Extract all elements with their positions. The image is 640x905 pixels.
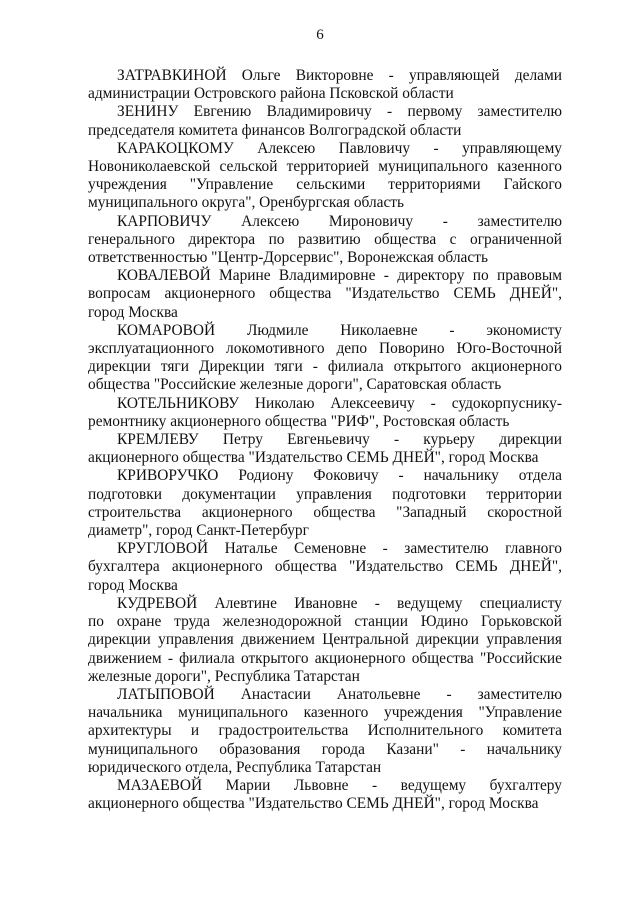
entry-line: по охране труда железнодорожной станции Юдино Горьковской bbox=[88, 613, 562, 631]
entry-line: КРИВОРУЧКО Родиону Фоковичу - начальнику отдела bbox=[117, 467, 562, 485]
entry-line: подготовки документации управления подготовки территории bbox=[88, 485, 562, 503]
entry-line: диаметр", город Санкт-Петербург bbox=[88, 522, 309, 540]
award-entry bbox=[88, 540, 562, 595]
award-entry bbox=[88, 777, 562, 813]
entry-line: МАЗАЕВОЙ Марии Львовне - ведущему бухгалтеру bbox=[117, 776, 562, 794]
entry-line: железные дороги", Республика Татарстан bbox=[88, 667, 360, 685]
award-list bbox=[88, 67, 562, 813]
entry-line: администрации Островского района Псковской области bbox=[88, 85, 454, 103]
entry-line: акционерного общества "Издательство СЕМЬ ДНЕЙ", город Москва bbox=[88, 449, 539, 467]
entry-line: ЗАТРАВКИНОЙ Ольге Викторовне - управляющей делами bbox=[117, 67, 562, 84]
award-entry bbox=[88, 431, 562, 467]
entry-line: дирекции управления движением Центральной дирекции управления bbox=[88, 631, 562, 649]
award-entry bbox=[88, 467, 562, 540]
entry-line: КРУГЛОВОЙ Наталье Семеновне - заместителю главного bbox=[117, 540, 562, 558]
entry-line: ответственностью "Центр-Дорсервис", Воронежская область bbox=[88, 249, 488, 267]
entry-line: дирекции тяги Дирекции тяги - филиала открытого акционерного bbox=[88, 358, 562, 376]
entry-line: председателя комитета финансов Волгоградской области bbox=[88, 121, 462, 139]
entry-line: муниципального округа", Оренбургская область bbox=[88, 194, 405, 212]
entry-line: ремонтнику акционерного общества "РИФ", Ростовская область bbox=[88, 412, 510, 430]
entry-line: строительства акционерного общества "Западный скоростной bbox=[88, 503, 562, 521]
entry-line: КОВАЛЕВОЙ Марине Владимировне - директору по правовым bbox=[117, 267, 562, 285]
entry-line: ЛАТЫПОВОЙ Анастасии Анатольевне - заместителю bbox=[117, 685, 562, 703]
entry-line: генерального директора по развитию общества с ограниченной bbox=[88, 230, 562, 248]
award-entry bbox=[88, 322, 562, 395]
award-entry bbox=[88, 267, 562, 322]
entry-line: архитектуры и градостроительства Исполнительного комитета bbox=[88, 722, 562, 740]
award-entry bbox=[88, 103, 562, 139]
entry-line: город Москва bbox=[88, 576, 178, 594]
entry-line: КАРПОВИЧУ Алексею Мироновичу - заместителю bbox=[117, 212, 562, 230]
entry-line: КОТЕЛЬНИКОВУ Николаю Алексеевичу - судокорпуснику- bbox=[117, 394, 562, 412]
award-entry bbox=[88, 213, 562, 268]
entry-line: эксплуатационного локомотивного депо Поворино Юго-Восточной bbox=[88, 340, 562, 358]
entry-line: начальника муниципального казенного учреждения "Управление bbox=[88, 704, 562, 722]
entry-line: город Москва bbox=[88, 303, 178, 321]
entry-line: ЗЕНИНУ Евгению Владимировичу - первому заместителю bbox=[117, 103, 562, 121]
entry-line: вопросам акционерного общества "Издательство СЕМЬ ДНЕЙ", bbox=[88, 285, 562, 303]
entry-line: бухгалтера акционерного общества "Издательство СЕМЬ ДНЕЙ", bbox=[88, 558, 562, 576]
award-entry bbox=[88, 140, 562, 213]
entry-line: движением - филиала открытого акционерного общества "Российские bbox=[88, 649, 562, 667]
entry-line: юридического отдела, Республика Татарстан bbox=[88, 758, 382, 776]
entry-line: Новониколаевской сельской территорией муниципального казенного bbox=[88, 158, 562, 176]
entry-line: акционерного общества "Издательство СЕМЬ ДНЕЙ", город Москва bbox=[88, 795, 539, 813]
entry-line: КРЕМЛЕВУ Петру Евгеньевичу - курьеру дирекции bbox=[117, 431, 562, 449]
entry-line: КУДРЕВОЙ Алевтине Ивановне - ведущему специалисту bbox=[117, 594, 562, 612]
entry-line: КОМАРОВОЙ Людмиле Николаевне - экономисту bbox=[117, 321, 562, 339]
entry-line: муниципального образования города Казани" - начальнику bbox=[88, 740, 562, 758]
award-entry bbox=[88, 67, 562, 103]
award-entry bbox=[88, 595, 562, 686]
entry-line: КАРАКОЦКОМУ Алексею Павловичу - управляющему bbox=[117, 139, 562, 157]
entry-line: общества "Российские железные дороги", Саратовская область bbox=[88, 376, 502, 394]
award-entry bbox=[88, 686, 562, 777]
award-entry bbox=[88, 395, 562, 431]
page-number: 6 bbox=[316, 27, 324, 43]
entry-line: учреждения "Управление сельскими территориями Гайского bbox=[88, 176, 562, 194]
